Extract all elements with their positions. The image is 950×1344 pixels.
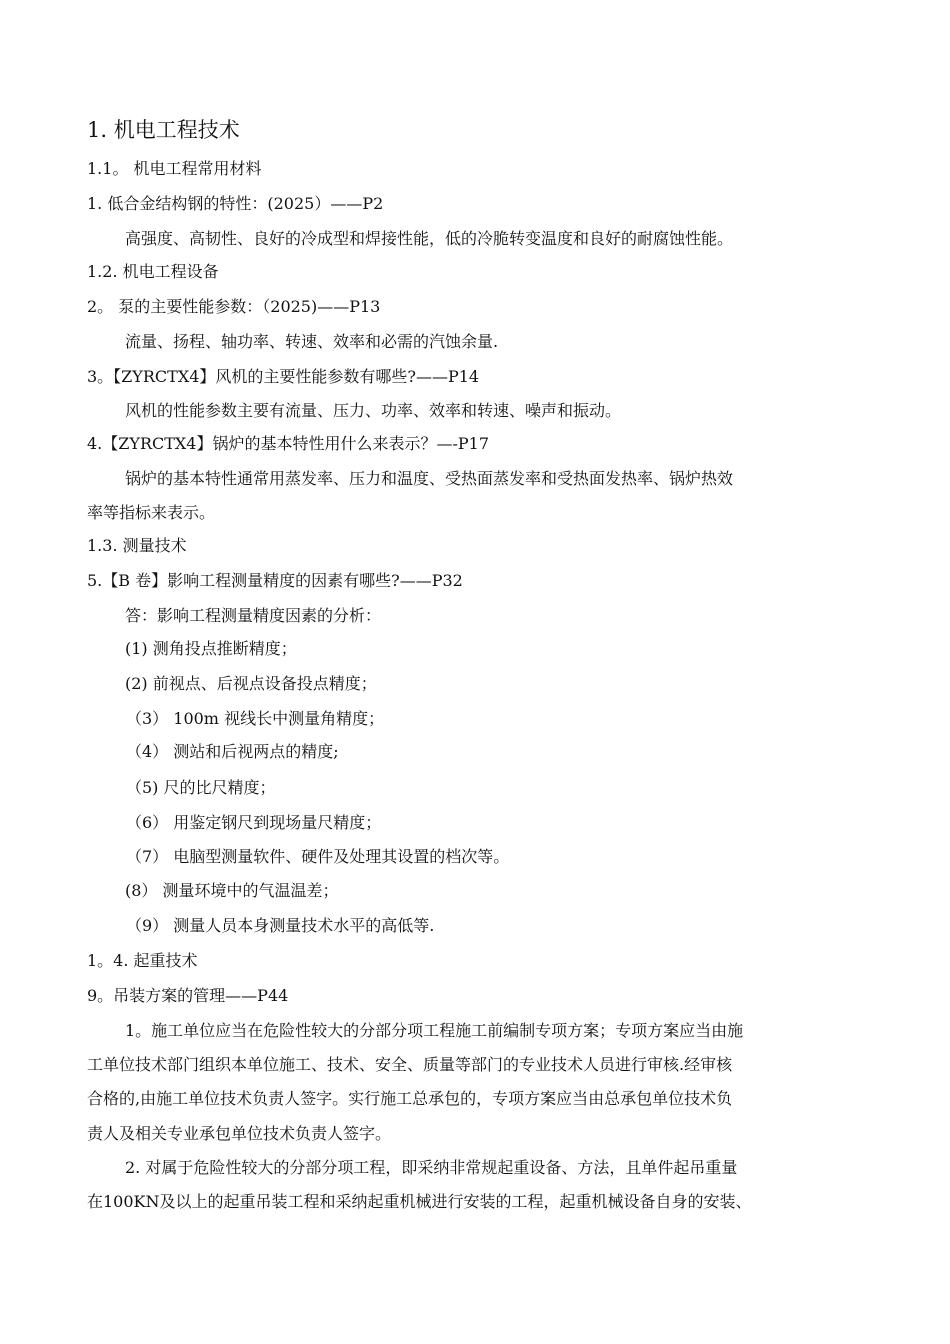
answer-line: 高强度、高韧性、良好的冷成型和焊接性能，低的冷脆转变温度和良好的耐腐蚀性能。: [125, 229, 734, 248]
list-item: （4） 测站和后视两点的精度;: [126, 742, 339, 761]
list-item: （9） 测量人员本身测量技术水平的高低等.: [126, 916, 435, 935]
question-line: 5.【B 卷】影响工程测量精度的因素有哪些?——P32: [87, 571, 463, 590]
paragraph-line: 合格的,由施工单位技术负责人签字。实行施工总承包的，专项方案应当由总承包单位技术负: [87, 1089, 733, 1108]
section-heading: 1。4. 起重技术: [87, 951, 198, 970]
paragraph-line: 2. 对属于危险性较大的分部分项工程，即采纳非常规起重设备、方法，且单件起吊重量: [125, 1158, 738, 1177]
list-item: （3） 100m 视线长中测量角精度；: [126, 709, 385, 728]
question-line: 3。【ZYRCTX4】风机的主要性能参数有哪些?——P14: [87, 367, 480, 386]
question-line: 1. 低合金结构钢的特性：(2025）——P2: [87, 194, 384, 213]
paragraph-line: 工单位技术部门组织本单位施工、技术、安全、质量等部门的专业技术人员进行审核.经审核: [87, 1055, 733, 1074]
answer-line: 流量、扬程、轴功率、转速、效率和必需的汽蚀余量.: [125, 332, 499, 351]
list-item: （6） 用鉴定钢尺到现场量尺精度；: [126, 813, 382, 832]
question-line: 4.【ZYRCTX4】锅炉的基本特性用什么来表示？—-P17: [87, 434, 490, 453]
list-item: （7） 电脑型测量软件、硬件及处理其设置的档次等。: [126, 847, 510, 866]
paragraph-line: 在100KN及以上的起重吊装工程和采纳起重机械进行安装的工程，起重机械设备自身的安装、: [87, 1192, 752, 1211]
section-heading: 1.1。 机电工程常用材料: [87, 159, 262, 178]
list-item: (8） 测量环境中的气温温差；: [125, 881, 339, 900]
paragraph-line: 责人及相关专业承包单位技术负责人签字。: [87, 1124, 392, 1143]
question-line: 9。吊装方案的管理——P44: [87, 986, 289, 1005]
question-line: 2。 泵的主要性能参数：（2025)——P13: [87, 297, 381, 316]
answer-line: 锅炉的基本特性通常用蒸发率、压力和温度、受热面蒸发率和受热面发热率、锅炉热效: [125, 469, 734, 488]
paragraph-line: 1。施工单位应当在危险性较大的分部分项工程施工前编制专项方案；专项方案应当由施: [125, 1021, 744, 1040]
answer-line: 率等指标来表示。: [87, 503, 216, 522]
list-item: （5) 尺的比尺精度；: [126, 778, 276, 797]
answer-line: 答：影响工程测量精度因素的分析：: [125, 606, 382, 625]
section-heading: 1.2. 机电工程设备: [87, 262, 219, 281]
list-item: (2) 前视点、后视点设备投点精度；: [125, 674, 377, 693]
page-title: 1. 机电工程技术: [87, 118, 240, 142]
section-heading: 1.3. 测量技术: [87, 536, 187, 555]
answer-line: 风机的性能参数主要有流量、压力、功率、效率和转速、噪声和振动。: [125, 401, 622, 420]
list-item: (1) 测角投点推断精度；: [125, 639, 297, 658]
